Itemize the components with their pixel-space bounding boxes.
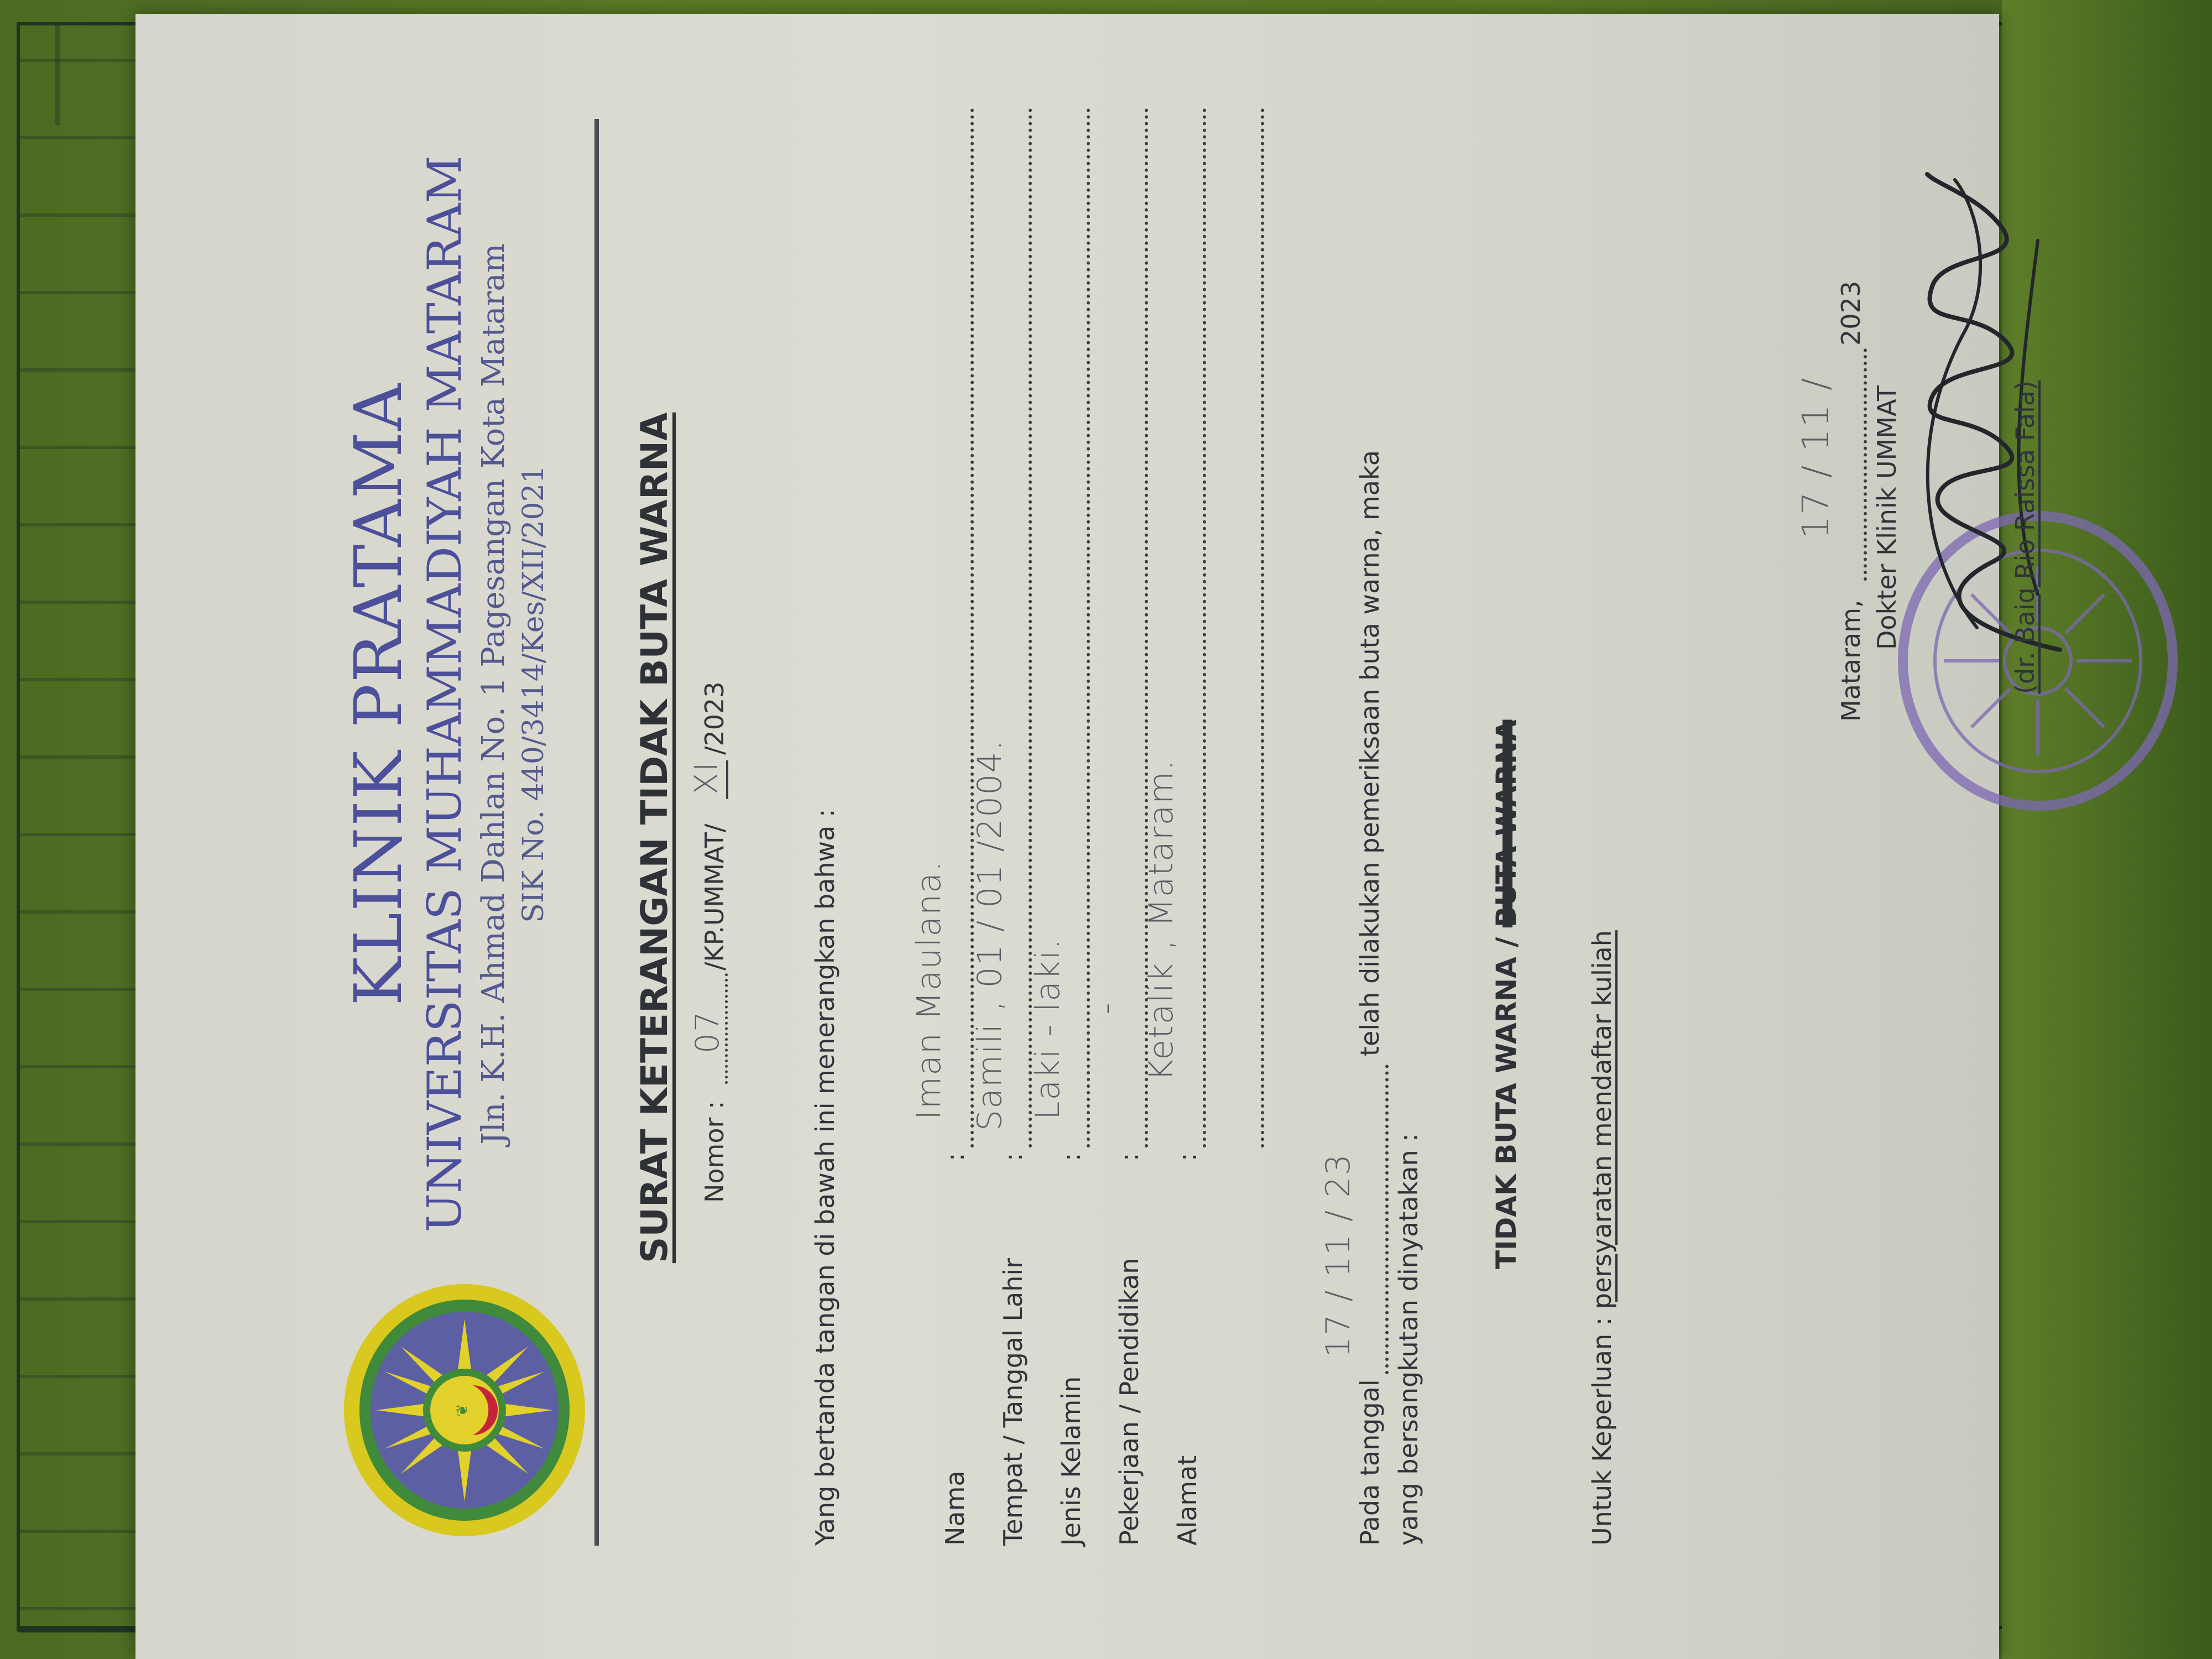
purpose-label: Untuk Keperluan : — [1587, 1317, 1617, 1546]
clinic-address: Jln. K.H. Ahmad Dahlan No. 1 Pagesangan Kota Mataram — [476, 243, 512, 1145]
result-text: TIDAK BUTA WARNA / — [1490, 937, 1522, 1269]
nomor-number: 07 — [688, 1010, 726, 1053]
purpose-line — [1587, 930, 1617, 1546]
field-colon: : — [1056, 1152, 1086, 1161]
field-dots — [1087, 108, 1090, 1147]
signature-role: Dokter Klinik UMMAT — [1872, 385, 1902, 650]
statement-line2: yang bersangkutan dinyatakan : — [1394, 1133, 1423, 1546]
field-colon: : — [940, 1152, 970, 1161]
field-value-pekerjaan: - — [1087, 1001, 1125, 1015]
field-label-ttl: Tempat / Tanggal Lahir — [998, 1258, 1028, 1546]
logo-arabic-mark: ❦ — [453, 1404, 471, 1417]
nomor-month: XI — [687, 761, 725, 795]
header-divider — [594, 119, 599, 1546]
field-colon: : — [1172, 1152, 1202, 1161]
field-dots-extra — [1261, 108, 1264, 1147]
nomor-label: Nomor : — [700, 1100, 729, 1203]
nomor-month-underline — [726, 760, 728, 799]
nomor-line — [687, 429, 738, 1203]
certificate-ornament-border-left — [17, 22, 150, 1632]
signature-stroke-2 — [1928, 180, 1980, 628]
field-value-ttl: Samili , 01 / 01 /2004. — [971, 739, 1009, 1131]
document-paper — [135, 14, 2040, 1659]
field-label-alamat: Alamat — [1172, 1455, 1202, 1546]
statement-prefix: Pada tanggal — [1355, 1379, 1385, 1546]
field-label-jenis-kelamin: Jenis Kelamin — [1056, 1376, 1086, 1546]
statement-suffix: telah dilakukan pemeriksaan buta warna, maka — [1355, 450, 1385, 1056]
university-name: UNIVERSITAS MUHAMMADIYAH MATARAM — [418, 155, 472, 1233]
handwritten-signature — [1894, 163, 2082, 661]
signature-date: 17 / 11 / — [1794, 377, 1837, 539]
clinic-name: KLINIK PRATAMA — [340, 382, 416, 1006]
nomor-year: /2023 — [700, 681, 729, 755]
signature-doctor-name: (dr. Baiq Rio Raissa Fala) — [2010, 380, 2040, 694]
document-title: SURAT KETERANGAN TIDAK BUTA WARNA — [633, 412, 676, 1264]
field-label-pekerjaan: Pekerjaan / Pendidikan — [1114, 1258, 1144, 1546]
purpose-value: persyaratan mendaftar kuliah — [1587, 930, 1617, 1310]
result-line — [1490, 329, 1522, 1269]
result-struck: BUTA WARNA — [1490, 719, 1522, 928]
muhammadiyah-logo-icon — [340, 1280, 589, 1540]
field-value-jenis-kelamin: Laki - laki. — [1029, 937, 1067, 1120]
clinic-sik: SIK No. 440/3414/Kes/XII/2021 — [517, 465, 550, 923]
field-dots — [1203, 108, 1206, 1147]
signature-date-dots — [1864, 348, 1867, 581]
nomor-middle: /KP.UMMAT/ — [700, 823, 729, 971]
document-content — [257, 41, 2082, 1634]
field-value-alamat: Ketalik , Mataram. — [1142, 759, 1181, 1081]
field-colon: : — [998, 1152, 1028, 1161]
field-value-nama: Iman Maulana. — [910, 860, 948, 1120]
field-colon: : — [1114, 1152, 1144, 1161]
field-label-nama: Nama — [940, 1470, 970, 1546]
signature-year: 2023 — [1836, 280, 1866, 346]
statement-date-dots — [1385, 1065, 1389, 1374]
signature-place: Mataram, — [1836, 599, 1866, 722]
statement-date: 17 / 11 / 23 — [1319, 1153, 1358, 1358]
intro-text: Yang bertanda tangan di bawah ini menerangkan bahwa : — [810, 808, 840, 1546]
